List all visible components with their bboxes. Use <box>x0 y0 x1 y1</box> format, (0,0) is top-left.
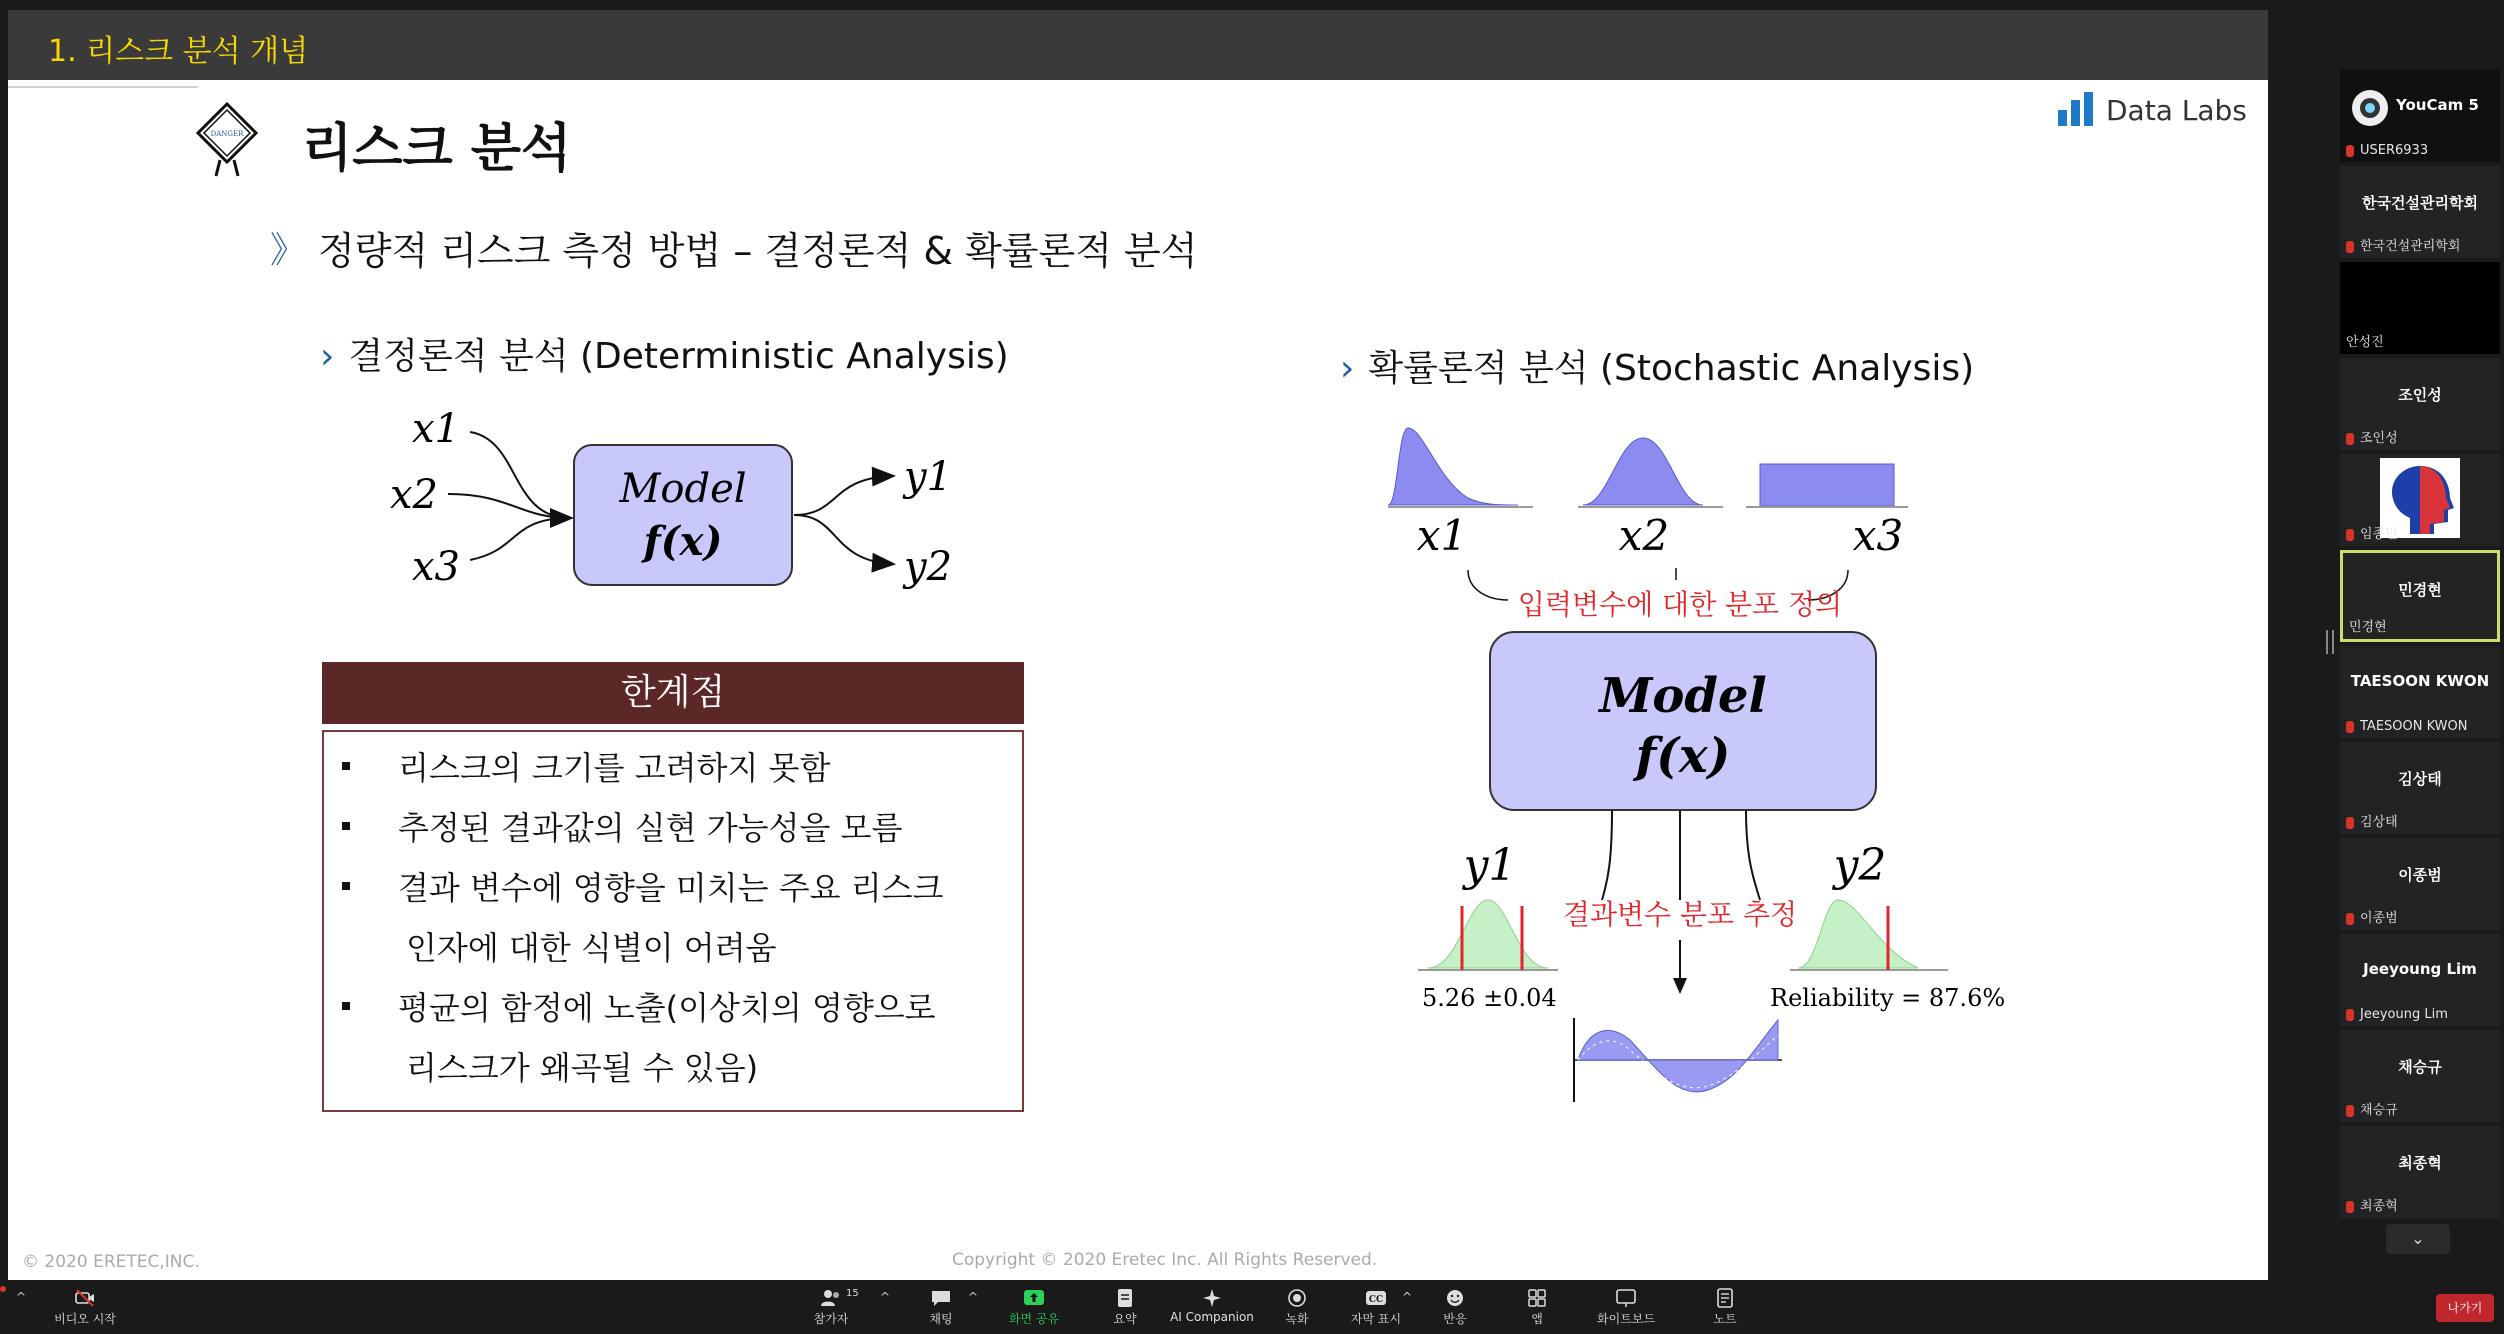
limits-box <box>322 662 1024 1112</box>
notes-label: 노트 <box>1713 1312 1737 1326</box>
participant-label: 안성진 <box>2346 335 2384 350</box>
participant-tile[interactable] <box>2340 742 2500 834</box>
reactions-button[interactable] <box>1430 1288 1480 1327</box>
bullet-icon <box>342 882 350 890</box>
participant-name: 한국건설관리학회 <box>2362 194 2478 212</box>
apps-label: 앱 <box>1531 1312 1543 1326</box>
mic-muted-icon <box>2346 241 2354 253</box>
limits-title: 한계점 <box>322 662 1024 724</box>
chevron-down-icon: ⌄ <box>2411 1229 2425 1248</box>
meeting-toolbar <box>0 1282 2504 1334</box>
slide-canvas <box>8 10 2268 1280</box>
notes-icon <box>1714 1288 1736 1308</box>
mic-options-caret[interactable]: ^ <box>16 1290 27 1304</box>
participant-tile[interactable] <box>2340 646 2500 738</box>
mic-status-dot <box>0 1286 6 1292</box>
input-distribution-label: 입력변수에 대한 분포 정의 <box>1517 588 1843 621</box>
bullet-icon <box>342 822 350 830</box>
whiteboard-button[interactable] <box>1588 1288 1664 1327</box>
ai-companion-button[interactable] <box>1164 1288 1260 1324</box>
limit-item <box>342 858 943 918</box>
dist-y2 <box>1798 900 1918 968</box>
summary-icon <box>1114 1288 1136 1308</box>
record-label: 녹화 <box>1285 1312 1309 1326</box>
chevron-right-icon: › <box>1340 348 1355 389</box>
youcam-brand: YouCam 5 <box>2396 96 2479 114</box>
sto-input-x2: x2 <box>1618 511 1670 560</box>
svg-text:CC: CC <box>1368 1295 1384 1305</box>
whiteboard-label: 화이트보드 <box>1597 1312 1655 1326</box>
mic-muted-icon <box>2346 1009 2354 1021</box>
danger-sign-icon <box>192 100 262 180</box>
chevron-right-icon: › <box>320 336 335 377</box>
danger-sign-text: DANGER <box>210 130 244 138</box>
sparkle-icon <box>1201 1288 1223 1308</box>
participant-label: 최종혁 <box>2346 1195 2398 1214</box>
limit-item-continuation: 리스크가 왜곡될 수 있음) <box>406 1049 759 1087</box>
dist-y1 <box>1428 900 1548 968</box>
participant-name: 채승규 <box>2398 1058 2442 1076</box>
bullet-icon <box>342 1002 350 1010</box>
limit-item-text: 평균의 함정에 노출(이상치의 영향으로 <box>398 989 936 1027</box>
summary-button[interactable] <box>1100 1288 1150 1327</box>
participant-tile[interactable] <box>2340 262 2500 354</box>
header-underline <box>8 86 198 88</box>
participant-panel <box>2330 64 2504 1264</box>
share-screen-button[interactable] <box>1006 1288 1062 1327</box>
cc-icon <box>1365 1288 1387 1308</box>
scroll-down-button[interactable] <box>2386 1224 2450 1254</box>
participant-label: 김상태 <box>2346 811 2398 830</box>
mic-muted-icon <box>2346 817 2354 829</box>
ai-companion-label: AI Companion <box>1170 1310 1254 1324</box>
participant-tile[interactable] <box>2340 70 2500 162</box>
participant-tile[interactable] <box>2340 166 2500 258</box>
sto-model-fx: f(x) <box>1635 728 1731 784</box>
participant-name: 민경현 <box>2398 581 2442 599</box>
start-video-button[interactable] <box>50 1288 120 1327</box>
participant-name: 김상태 <box>2398 770 2442 788</box>
share-screen-label: 화면 공유 <box>1008 1312 1060 1326</box>
participant-label: TAESOON KWON <box>2346 719 2468 734</box>
det-input-x2: x2 <box>390 472 439 518</box>
det-input-x3: x3 <box>412 544 461 590</box>
mic-muted-icon <box>2346 1201 2354 1213</box>
captions-label: 자막 표시 <box>1350 1312 1402 1326</box>
det-model-label: Model <box>619 466 747 512</box>
sto-input-x1: x1 <box>1416 511 1468 560</box>
limit-item-text: 리스크의 크기를 고려하지 못함 <box>398 749 831 787</box>
participant-label: 채승규 <box>2346 1099 2398 1118</box>
mic-muted-icon <box>2346 1105 2354 1117</box>
participants-label: 참가자 <box>813 1312 849 1326</box>
leave-meeting-button[interactable]: 나가기 <box>2436 1294 2494 1322</box>
participant-name: TAESOON KWON <box>2350 672 2490 690</box>
participant-label: USER6933 <box>2346 143 2428 158</box>
dist-x3 <box>1760 464 1894 506</box>
whiteboard-icon <box>1615 1288 1637 1308</box>
mic-muted-icon <box>2346 913 2354 925</box>
participant-name: 최종혁 <box>2398 1154 2442 1172</box>
sto-output-y2: y2 <box>1833 840 1887 891</box>
youcam-logo-icon <box>2350 88 2390 128</box>
participant-tile[interactable] <box>2340 1030 2500 1122</box>
sto-input-x3: x3 <box>1852 511 1904 560</box>
share-screen-icon <box>1023 1288 1045 1308</box>
emoji-icon <box>1444 1288 1466 1308</box>
participant-tile[interactable] <box>2340 1126 2500 1218</box>
data-labs-logo-icon <box>2056 90 2096 128</box>
det-output-y1: y1 <box>904 454 953 500</box>
det-output-y2: y2 <box>904 544 953 590</box>
mic-muted-icon <box>2346 529 2354 541</box>
sensitivity-plot <box>1578 1020 1778 1092</box>
video-off-icon <box>74 1288 96 1308</box>
participant-label: 이종범 <box>2346 907 2398 926</box>
slide-section-title: 1. 리스크 분석 개념 <box>48 34 309 69</box>
captions-button[interactable] <box>1346 1288 1406 1327</box>
slide-subtitle: 정량적 리스크 측정 방법 – 결정론적 & 확률론적 분석 <box>318 229 1198 273</box>
limits-list <box>322 730 1024 1112</box>
data-labs-brand: Data Labs <box>2106 94 2247 127</box>
sto-model-label: Model <box>1599 668 1767 724</box>
apps-button[interactable] <box>1512 1288 1562 1327</box>
participants-icon <box>820 1288 842 1308</box>
record-button[interactable] <box>1272 1288 1322 1327</box>
participant-name: Jeeyoung Lim <box>2363 960 2477 978</box>
participant-label: 조인성 <box>2346 427 2398 446</box>
stochastic-heading-text: 확률론적 분석 (Stochastic Analysis) <box>1368 348 1975 389</box>
participant-tile[interactable] <box>2340 358 2500 450</box>
dist-x2 <box>1583 438 1703 505</box>
sto-output-y1: y1 <box>1463 840 1517 891</box>
participant-tile-active-speaker[interactable] <box>2340 550 2500 642</box>
limit-item <box>342 978 936 1038</box>
limit-item <box>342 738 830 798</box>
summary-label: 요약 <box>1113 1312 1137 1326</box>
participant-label: 민경현 <box>2349 620 2387 635</box>
apps-icon <box>1526 1288 1548 1308</box>
det-model-fx: f(x) <box>643 518 723 565</box>
stochastic-heading <box>1340 340 1974 391</box>
participants-options-caret[interactable]: ^ <box>880 1290 891 1304</box>
record-icon <box>1286 1288 1308 1308</box>
chat-label: 채팅 <box>929 1312 953 1326</box>
participant-name: 이종범 <box>2398 866 2442 884</box>
dist-x1 <box>1388 428 1518 505</box>
limit-item <box>342 798 902 858</box>
reactions-label: 반응 <box>1443 1312 1467 1326</box>
y2-statistic: Reliability = 87.6% <box>1770 984 2006 1012</box>
participant-name: 조인성 <box>2398 386 2442 404</box>
y1-statistic: 5.26 ±0.04 <box>1422 984 1557 1012</box>
bullet-icon <box>342 762 350 770</box>
participant-label: 한국건설관리학회 <box>2346 235 2460 254</box>
mic-muted-icon <box>2346 145 2354 157</box>
copyright-center: Copyright © 2020 Eretec Inc. All Rights Reserved. <box>952 1250 1378 1270</box>
double-chevron-icon: 》 <box>270 230 307 271</box>
deterministic-heading <box>320 328 1009 379</box>
participants-count: 15 <box>846 1288 859 1299</box>
chat-button[interactable] <box>916 1288 966 1327</box>
limit-item-text: 결과 변수에 영향을 미치는 주요 리스크 <box>398 869 944 907</box>
det-input-x1: x1 <box>412 406 461 452</box>
start-video-label: 비디오 시작 <box>54 1312 116 1326</box>
deterministic-diagram <box>370 390 970 620</box>
participant-tile[interactable] <box>2340 454 2500 546</box>
output-distribution-label: 결과변수 분포 추정 <box>1562 898 1798 931</box>
deterministic-heading-text: 결정론적 분석 (Deterministic Analysis) <box>348 336 1009 377</box>
copyright-left: © 2020 ERETEC,INC. <box>22 1252 200 1272</box>
slide-header-bar <box>8 10 2268 80</box>
stochastic-diagram <box>1378 410 2018 1110</box>
limit-item-text: 추정된 결과값의 실현 가능성을 모름 <box>398 809 903 847</box>
notes-button[interactable] <box>1700 1288 1750 1327</box>
mic-muted-icon <box>2346 721 2354 733</box>
mic-muted-icon <box>2346 433 2354 445</box>
participant-tile[interactable] <box>2340 838 2500 930</box>
participant-tile[interactable] <box>2340 934 2500 1026</box>
captions-options-caret[interactable]: ^ <box>1402 1290 1413 1304</box>
chat-options-caret[interactable]: ^ <box>968 1290 979 1304</box>
participant-label: Jeeyoung Lim <box>2346 1007 2448 1022</box>
chat-icon <box>930 1288 952 1308</box>
limit-item-continuation: 인자에 대한 식별이 어려움 <box>406 929 777 967</box>
slide-title: 리스크 분석 <box>302 119 572 179</box>
participant-label: 임종민 <box>2346 523 2398 542</box>
